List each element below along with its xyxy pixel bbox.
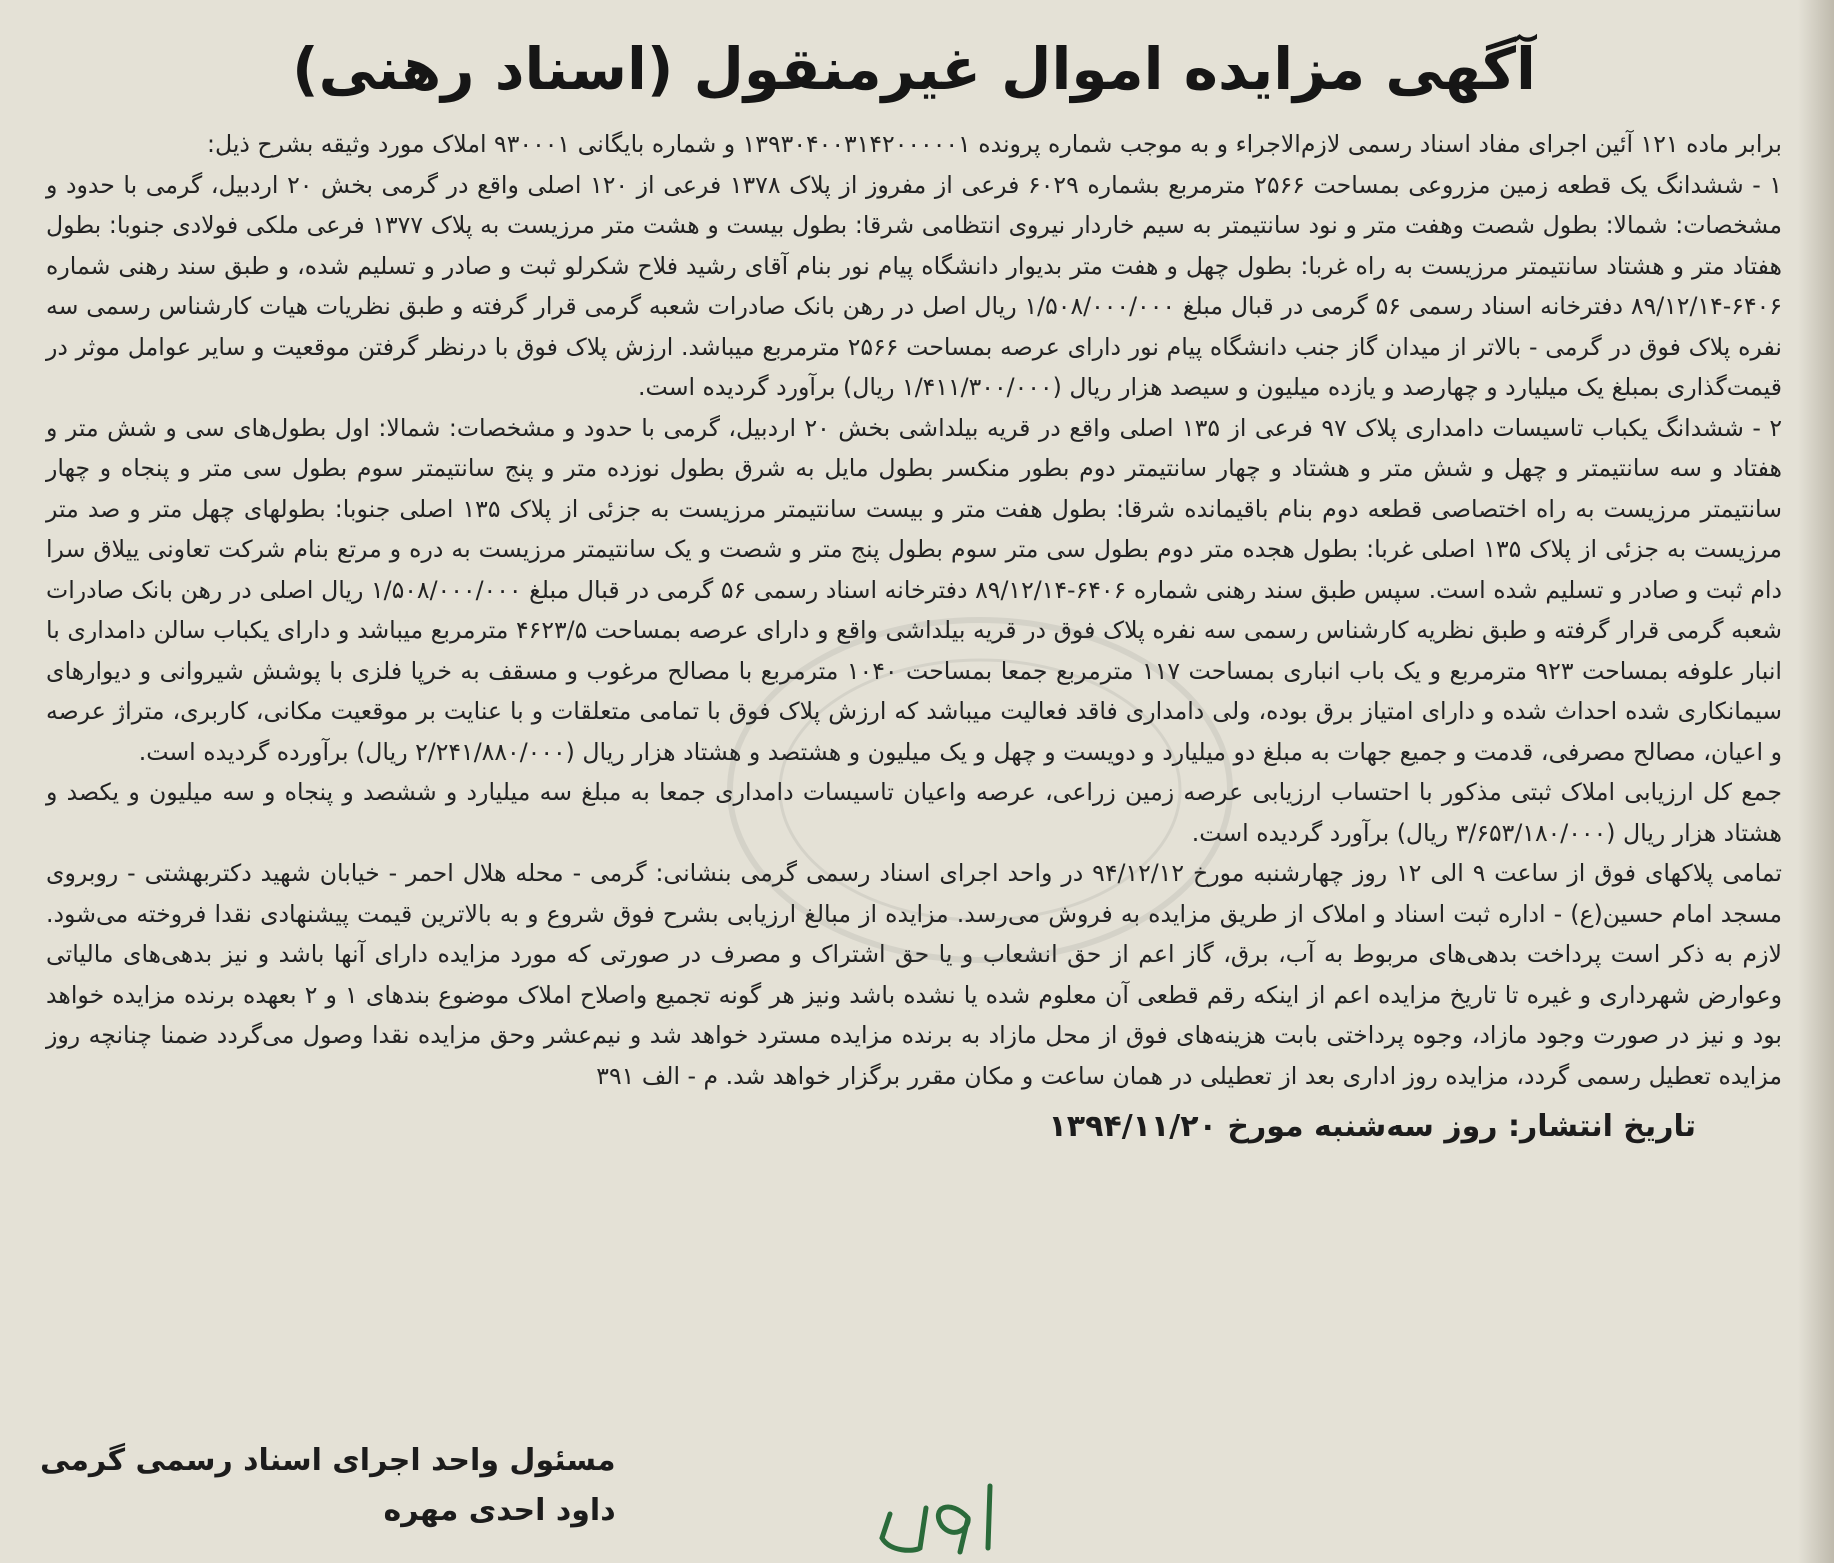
notice-body xyxy=(46,124,1782,1096)
publication-date: تاریخ انتشار: روز سه‌شنبه مورخ ۱۳۹۴/۱۱/۲۰ xyxy=(1048,1109,1696,1144)
signature-name: داود احدی مهره xyxy=(383,1493,616,1528)
item-2-paragraph: ۲ - ششدانگ یکباب تاسیسات دامداری پلاک ۹۷ فرعی از ۱۳۵ اصلی واقع در قریه بیلداشی بخش ۲۰ اردبیل، گرمی با حدود و مشخصات: شمالا: اول بطول‌های سی و شش متر و هفتاد و سه سانتیمتر و چهل و شش متر و هشتاد و چهار سانتیمتر دوم بطور منکسر بطول مایل به شرق بطول نوزده متر و پنج سانتیمتر سوم بطول سی متر و پنجاه و چهار سانتیمتر مرزیست به راه اختصاصی قطعه دوم بنام باقیمانده شرقا: بطول هفت متر و بیست سانتیمتر مرزیست به جزئی از پلاک ۱۳۵ اصلی جنوبا: بطولهای چهل متر و صد متر مرزیست به جزئی از پلاک ۱۳۵ اصلی غربا: بطول هجده متر دوم بطول سی متر سوم بطول پنج متر و شصت و یک سانتیمتر مرزیست به دره و مرتع بنام شرکت تعاونی ییلاق سرا دام ثبت و صادر و تسلیم شده است. سپس طبق سند رهنی شماره ۶۴۰۶-۸۹/۱۲/۱۴ دفترخانه اسناد رسمی ۵۶ گرمی در قبال مبلغ ۱/۵۰۸/۰۰۰/۰۰۰ ریال اصلی در رهن بانک صادرات شعبه گرمی قرار گرفته و طبق نظریه کارشناس رسمی سه نفره پلاک فوق در قریه بیلداشی واقع و دارای عرصه بمساحت ۴۶۲۳/۵ مترمربع میباشد و دارای یکباب سالن دامداری با انبار علوفه بمساحت ۹۲۳ مترمربع و یک باب انباری بمساحت ۱۱۷ مترمربع جمعا بمساحت ۱۰۴۰ مترمربع با مصالح مرغوب و مسقف به خرپا فلزی با پوشش شیروانی و دیوارهای سیمانکاری شده احداث شده و دارای امتیاز برق بوده، ولی دامداری فاقد فعالیت میباشد که ارزش پلاک فوق با تمامی متعلقات و با عنایت بر موقعیت مکانی، کاربری، متراژ عرصه و اعیان، مصالح مصرفی، قدمت و جمیع جهات به مبلغ دو میلیارد و دویست و چهل و یک میلیون و هشتصد و هشتاد هزار ریال (۲/۲۴۱/۸۸۰/۰۰۰ ریال) برآورده گردیده است. xyxy=(46,413,1783,766)
total-valuation-paragraph: جمع کل ارزیابی املاک ثبتی مذکور با احتساب ارزیابی عرصه زمین زراعی، عرصه واعیان تاسیسات دامداری جمعا به مبلغ سه میلیارد و ششصد و پنجاه و سه میلیون و یکصد و هشتاد هزار ریال (۳/۶۵۳/۱۸۰/۰۰۰ ریال) برآورد گردیده است. xyxy=(46,778,1782,847)
item-1-paragraph: ۱ - ششدانگ یک قطعه زمین مزروعی بمساحت ۲۵۶۶ مترمربع بشماره ۶۰۲۹ فرعی از مفروز از پلاک ۱۳۷۸ فرعی از ۱۲۰ اصلی واقع در گرمی بخش ۲۰ اردبیل، گرمی با حدود و مشخصات: شمالا: بطول شصت وهفت متر و نود سانتیمتر به سیم خاردار نیروی انتظامی شرقا: بطول بیست و هشت متر مرزیست به پلاک ۱۳۷۷ فرعی ملکی فولادی جنوبا: بطول هفتاد متر و هشتاد سانتیمتر مرزیست به راه غربا: بطول چهل و هفت متر بدیوار دانشگاه پیام نور بنام آقای رشید فلاح شکرلو ثبت و صادر و تسلیم شده، و طبق سند رهنی شماره ۶۴۰۶-۸۹/۱۲/۱۴ دفترخانه اسناد رسمی ۵۶ گرمی در قبال مبلغ ۱/۵۰۸/۰۰۰/۰۰۰ ریال اصل در رهن بانک صادرات شعبه گرمی قرار گرفته و طبق نظریات هیات کارشناس رسمی سه نفره پلاک فوق در گرمی - بالاتر از میدان گاز جنب دانشگاه پیام نور دارای عرصه بمساحت ۲۵۶۶ مترمربع میباشد. ارزش پلاک فوق با درنظر گرفتن موقعیت و سایر عوامل موثر در قیمت‌گذاری بمبلغ یک میلیارد و چهارصد و یازده میلیون و سیصد هزار ریال (۱/۴۱۱/۳۰۰/۰۰۰ ریال) برآورد گردیده است. xyxy=(46,170,1783,401)
page-edge-shadow xyxy=(1798,0,1834,1563)
intro-paragraph: برابر ماده ۱۲۱ آئین اجرای مفاد اسناد رسمی لازم‌الاجراء و به موجب شماره پرونده ۱۳۹۳۰۴۰۰۳۱۴۲۰۰۰۰۰۱ و شماره بایگانی ۹۳۰۰۰۱ املاک مورد وثیقه بشرح ذیل: xyxy=(207,130,1782,158)
auction-terms-paragraph: تمامی پلاکهای فوق از ساعت ۹ الی ۱۲ روز چهارشنبه مورخ ۹۴/۱۲/۱۲ در واحد اجرای اسناد رسمی گرمی بنشانی: گرمی - محله هلال احمر - خیابان شهید دکتربهشتی - روبروی مسجد امام حسین(ع) - اداره ثبت اسناد و املاک از طریق مزایده به فروش می‌رسد. مزایده از مبالغ ارزیابی بشرح فوق شروع و به بالاترین قیمت پیشنهادی نقدا فروخته می‌شود. لازم به ذکر است پرداخت بدهی‌های مربوط به آب، برق، گاز اعم از حق انشعاب و یا حق اشتراک و مصرف در صورتی که مورد مزایده دارای آنها باشد و نیز بدهی‌های مالیاتی وعوارض شهرداری و غیره تا تاریخ مزایده اعم از اینکه رقم قطعی آن معلوم شده یا نشده باشد ونیز هر گونه تجمیع واصلاح املاک موضوع بندهای ۱ و ۲ بعهده برنده مزایده خواهد بود و نیز در صورت وجود مازاد، وجوه پرداختی بابت هزینه‌های فوق از محل مازاد به برنده مزایده مسترد خواهد شد و نیم‌عشر وحق مزایده نقدا وصول می‌گردد ضمنا چنانچه روز مزایده تعطیل رسمی گردد، مزایده روز اداری بعد از تعطیلی در همان ساعت و مکان مقرر برگزار خواهد شد. م - الف ۳۹۱ xyxy=(46,859,1782,1090)
notice-title: آگهی مزایده اموال غیرمنقول (اسناد رهنی) xyxy=(292,35,1536,103)
signature-block xyxy=(40,1436,616,1536)
signature-title: مسئول واحد اجرای اسناد رسمی گرمی xyxy=(40,1443,616,1478)
handwritten-number-mark xyxy=(870,1478,1010,1558)
